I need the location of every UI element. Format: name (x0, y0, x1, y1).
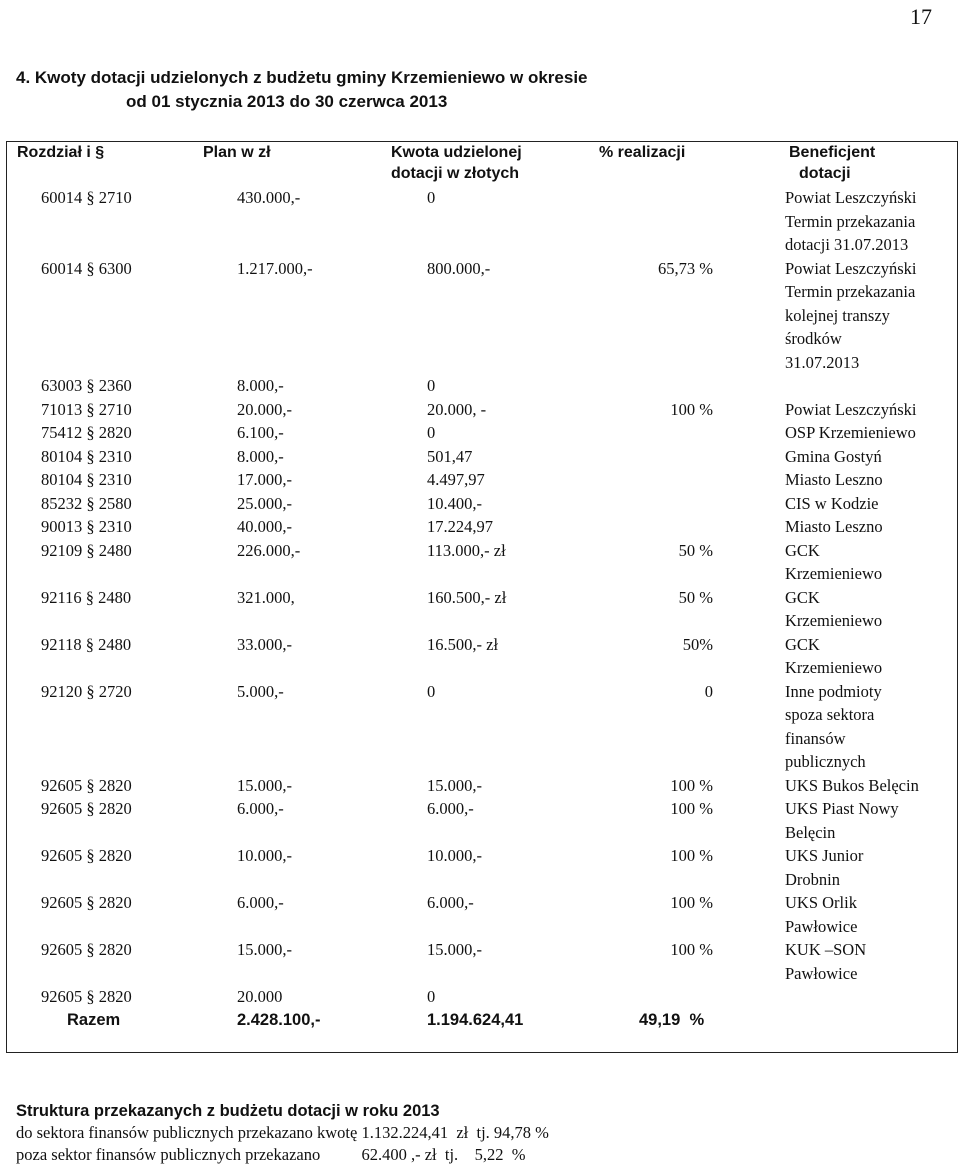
row-code: 75412 § 2820 (41, 423, 132, 442)
row-plan: 20.000,- (237, 399, 292, 419)
row-amount: 20.000, - (427, 399, 487, 419)
row-code: 80104 § 2310 (41, 470, 132, 489)
row-beneficiary (785, 539, 882, 586)
row-beneficiary (785, 421, 916, 445)
row-code: 85232 § 2580 (41, 493, 132, 513)
total-percent: 49,19 % (639, 1010, 705, 1029)
row-plan: 6.000,- (237, 893, 284, 912)
row-amount: 0 (427, 987, 436, 1006)
row-beneficiary (785, 586, 882, 633)
row-code: 60014 § 2710 (41, 188, 132, 207)
row-beneficiary-line: Krzemieniewo (785, 658, 883, 677)
row-beneficiary (785, 774, 919, 798)
row-percent: 100 % (670, 399, 713, 419)
header-plan: Plan w zł (203, 144, 271, 161)
row-amount: 15.000,- (427, 775, 482, 795)
row-plan: 8.000,- (237, 446, 284, 466)
table-row (7, 539, 957, 586)
row-amount: 160.500,- zł (427, 587, 507, 607)
header-beneficjent (789, 142, 875, 186)
row-beneficiary-line: spoza sektora (785, 705, 875, 724)
row-code: 92605 § 2820 (41, 893, 132, 912)
row-beneficiary-line: KUK –SON (785, 940, 867, 959)
row-amount: 17.224,97 (427, 517, 493, 536)
row-percent: 100 % (670, 799, 713, 818)
row-amount: 6.000,- (427, 799, 474, 818)
row-amount: 0 (427, 188, 436, 207)
row-amount: 4.497,97 (427, 470, 485, 489)
row-beneficiary-line: GCK (785, 540, 820, 560)
row-beneficiary-line: Pawłowice (785, 916, 858, 936)
table-row (7, 797, 957, 844)
row-beneficiary (785, 468, 883, 492)
row-plan: 321.000, (237, 587, 295, 607)
row-plan: 8.000,- (237, 376, 284, 395)
row-beneficiary-line: środków (785, 329, 842, 348)
row-code: 92116 § 2480 (41, 587, 132, 607)
table-row (7, 985, 957, 1009)
row-beneficiary-line: UKS Piast Nowy (785, 799, 899, 818)
row-beneficiary-line: 31.07.2013 (785, 352, 860, 372)
row-beneficiary-line: Belęcin (785, 822, 836, 842)
row-percent: 100 % (670, 893, 713, 912)
total-plan: 2.428.100,- (237, 1010, 321, 1029)
row-code: 80104 § 2310 (41, 446, 132, 466)
table-row (7, 680, 957, 774)
summary-line-1: do sektora finansów publicznych przekazano kwotę 1.132.224,41 zł tj. 94,78 % (16, 1123, 549, 1142)
row-plan: 10.000,- (237, 846, 292, 865)
total-amount: 1.194.624,41 (427, 1010, 524, 1029)
row-amount: 0 (427, 681, 436, 701)
header-rozdzial: Rozdział i § (17, 144, 105, 161)
row-plan: 17.000,- (237, 470, 292, 489)
table-row (7, 774, 957, 798)
row-beneficiary-line: UKS Junior (785, 846, 864, 865)
row-plan: 20.000 (237, 987, 283, 1006)
row-plan: 430.000,- (237, 188, 301, 207)
row-code: 71013 § 2710 (41, 399, 132, 419)
row-plan: 1.217.000,- (237, 258, 313, 278)
row-amount: 10.400,- (427, 493, 482, 513)
row-beneficiary-line: Termin przekazania (785, 211, 916, 231)
row-amount: 113.000,- zł (427, 540, 506, 560)
row-beneficiary (785, 515, 883, 539)
row-plan: 226.000,- (237, 540, 301, 560)
table-row (7, 492, 957, 516)
section-title-line-1: 4. Kwoty dotacji udzielonych z budżetu gminy Krzemieniewo w okresie (16, 68, 588, 87)
table-row (7, 515, 957, 539)
table-row (7, 891, 957, 938)
header-kwota-line-1: Kwota udzielonej (391, 144, 522, 161)
row-plan: 6.100,- (237, 423, 284, 442)
total-label: Razem (67, 1010, 121, 1029)
table-row (7, 398, 957, 422)
row-beneficiary-line: Termin przekazania (785, 282, 916, 301)
row-beneficiary-line: Miasto Leszno (785, 517, 883, 536)
row-amount: 15.000,- (427, 940, 482, 959)
row-beneficiary-line: Krzemieniewo (785, 564, 883, 583)
header-beneficjent-line-2: dotacji (799, 165, 851, 182)
row-beneficiary (785, 938, 866, 985)
row-plan: 25.000,- (237, 493, 292, 513)
row-amount: 0 (427, 423, 436, 442)
section-title-line-2: od 01 stycznia 2013 do 30 czerwca 2013 (126, 92, 448, 111)
row-beneficiary-line: Gmina Gostyń (785, 446, 882, 466)
row-plan: 15.000,- (237, 940, 292, 959)
row-beneficiary (785, 398, 917, 422)
row-plan: 33.000,- (237, 634, 292, 654)
table-row (7, 186, 957, 257)
table-row (7, 844, 957, 891)
row-beneficiary-line: UKS Orlik (785, 893, 857, 912)
row-amount: 501,47 (427, 446, 473, 466)
row-plan: 40.000,- (237, 517, 292, 536)
page-number: 17 (910, 4, 932, 29)
grants-table (6, 141, 958, 1053)
row-beneficiary-line: Pawłowice (785, 963, 858, 983)
row-percent: 0 (704, 681, 713, 701)
header-kwota-line-2: dotacji w złotych (391, 165, 520, 182)
row-code: 92605 § 2820 (41, 775, 132, 795)
row-beneficiary-line: OSP Krzemieniewo (785, 423, 916, 442)
table-row (7, 374, 957, 398)
row-percent: 50 % (678, 587, 713, 607)
summary-line-2: poza sektor finansów publicznych przekazano 62.400 ,- zł tj. 5,22 % (16, 1145, 526, 1164)
row-beneficiary-line: Inne podmioty (785, 681, 882, 701)
header-kwota (391, 142, 522, 186)
row-beneficiary-line: dotacji 31.07.2013 (785, 235, 909, 254)
row-percent: 50 % (678, 540, 713, 560)
header-beneficjent-line-1: Beneficjent (789, 144, 876, 161)
row-code: 92118 § 2480 (41, 634, 132, 654)
row-amount: 800.000,- (427, 258, 491, 278)
row-beneficiary (785, 680, 882, 774)
row-code: 92109 § 2480 (41, 540, 132, 560)
row-percent: 50% (682, 634, 713, 654)
row-beneficiary-line: UKS Bukos Belęcin (785, 775, 919, 795)
row-beneficiary (785, 633, 882, 680)
row-code: 92605 § 2820 (41, 940, 132, 959)
row-amount: 10.000,- (427, 846, 482, 865)
row-beneficiary-line: Powiat Leszczyński (785, 258, 917, 278)
summary-title: Struktura przekazanych z budżetu dotacji w roku 2013 (16, 1102, 440, 1120)
row-beneficiary-line: Powiat Leszczyński (785, 188, 917, 207)
row-beneficiary (785, 257, 917, 375)
row-beneficiary-line: Miasto Leszno (785, 470, 883, 489)
table-row (7, 257, 957, 375)
row-percent: 65,73 % (658, 258, 713, 278)
row-percent: 100 % (670, 940, 713, 959)
table-row (7, 421, 957, 445)
row-beneficiary-line: finansów (785, 728, 846, 748)
row-plan: 5.000,- (237, 681, 284, 701)
row-code: 92120 § 2720 (41, 681, 132, 701)
row-code: 90013 § 2310 (41, 517, 132, 536)
row-beneficiary-line: Powiat Leszczyński (785, 399, 917, 419)
row-code: 60014 § 6300 (41, 258, 132, 278)
row-plan: 6.000,- (237, 799, 284, 818)
row-percent: 100 % (670, 846, 713, 865)
row-code: 63003 § 2360 (41, 376, 132, 395)
row-plan: 15.000,- (237, 775, 292, 795)
row-beneficiary-line: kolejnej transzy (785, 305, 890, 325)
table-row (7, 468, 957, 492)
row-beneficiary-line: Krzemieniewo (785, 611, 883, 630)
row-beneficiary (785, 891, 857, 938)
row-beneficiary-line: GCK (785, 587, 820, 607)
table-row (7, 445, 957, 469)
row-beneficiary-line: Drobnin (785, 869, 840, 889)
row-beneficiary (785, 492, 879, 516)
section-title (16, 66, 916, 114)
row-code: 92605 § 2820 (41, 846, 132, 865)
table-row (7, 633, 957, 680)
row-code: 92605 § 2820 (41, 987, 132, 1006)
row-amount: 6.000,- (427, 893, 474, 912)
row-beneficiary (785, 445, 882, 469)
row-beneficiary-line: CIS w Kodzie (785, 493, 879, 513)
row-amount: 0 (427, 376, 436, 395)
row-beneficiary-line: publicznych (785, 752, 866, 771)
row-code: 92605 § 2820 (41, 799, 132, 818)
row-amount: 16.500,- zł (427, 634, 499, 654)
row-beneficiary (785, 844, 863, 891)
table-row (7, 586, 957, 633)
row-beneficiary (785, 797, 899, 844)
row-beneficiary-line: GCK (785, 634, 820, 654)
summary (16, 1100, 916, 1166)
row-percent: 100 % (670, 775, 713, 795)
row-beneficiary (785, 186, 917, 257)
table-row (7, 938, 957, 985)
header-realizacja: % realizacji (599, 144, 686, 161)
